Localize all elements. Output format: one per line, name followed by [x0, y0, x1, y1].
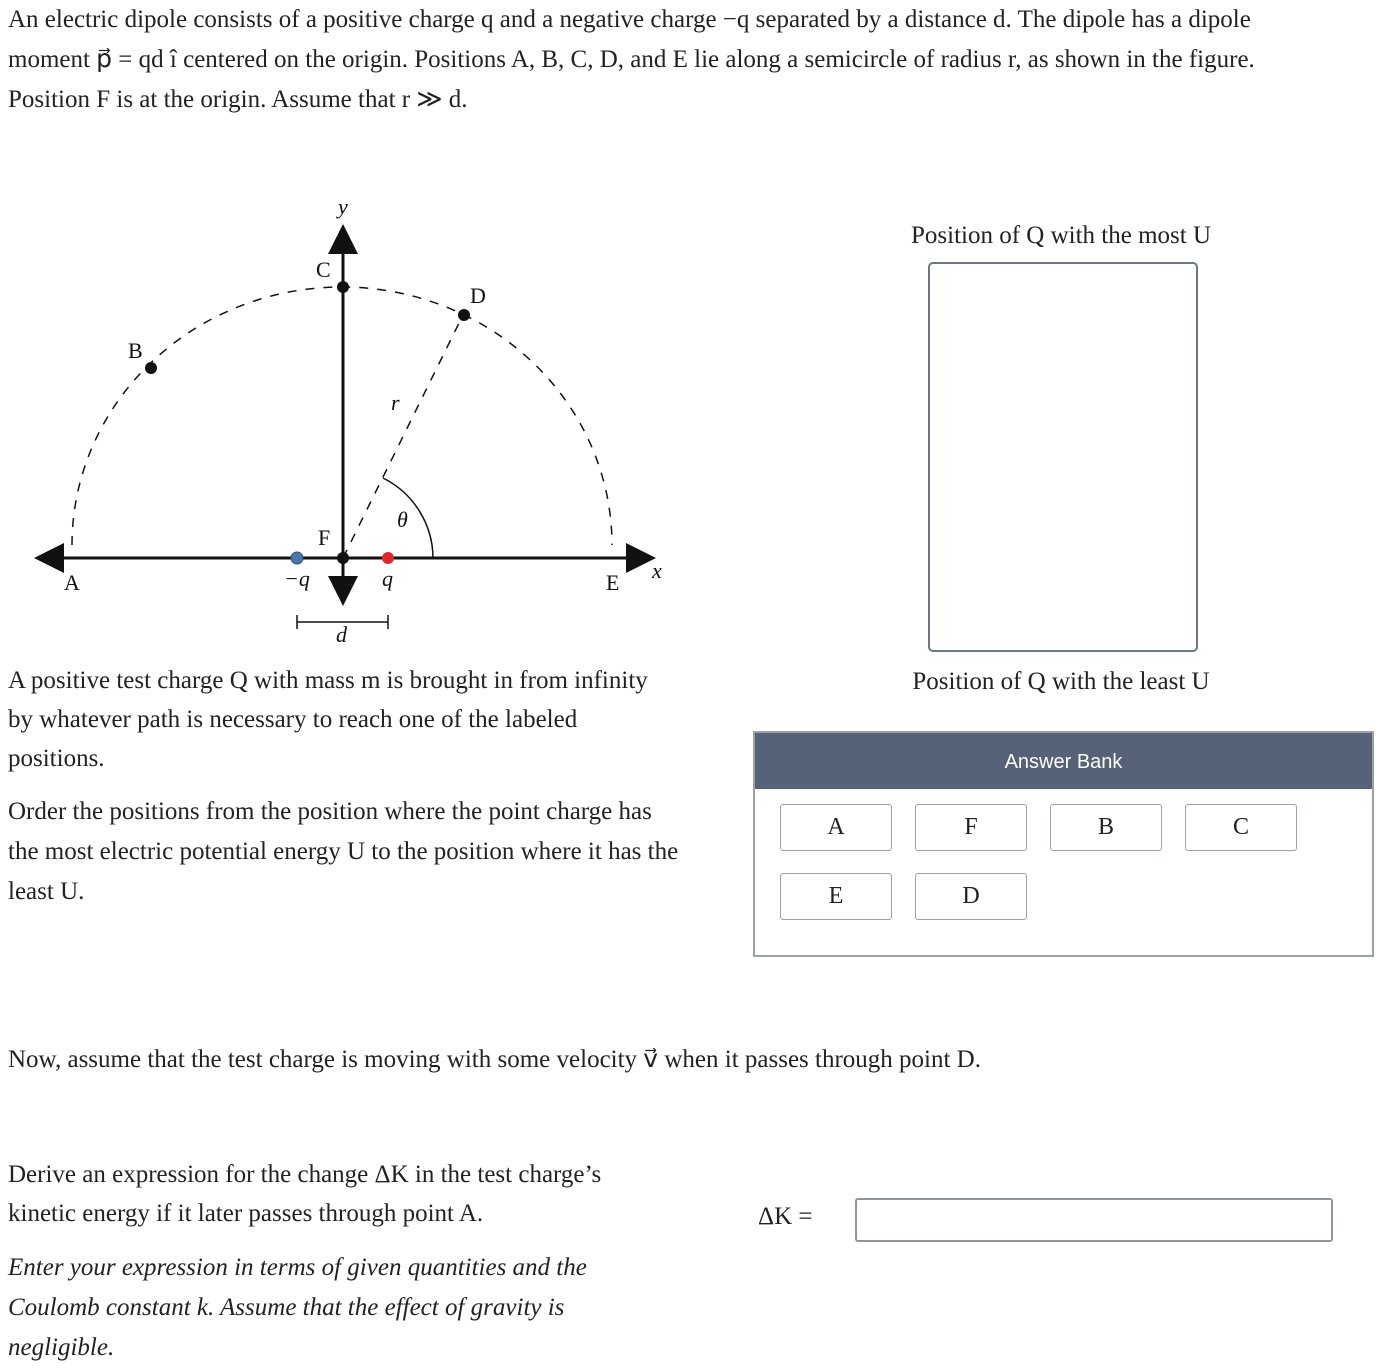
intro-line-3: Position F is at the origin. Assume that r ≫ d. [8, 86, 468, 113]
answer-chip-d[interactable]: D [915, 873, 1027, 920]
point-d-marker [458, 309, 470, 321]
point-c-marker [337, 281, 349, 293]
axis-y-label: y [338, 194, 348, 219]
answer-chip-e[interactable]: E [780, 873, 892, 920]
intro-line-1: An electric dipole consists of a positive charge q and a negative charge −q separated by a distance d. The dipole has a dipole [8, 6, 1251, 33]
point-b-label: B [128, 338, 143, 363]
derive-paragraph: Derive an expression for the change ΔK in the test charge’s kinetic energy if it later passes through point A. [8, 1161, 602, 1227]
delta-k-input[interactable] [855, 1198, 1333, 1242]
point-a-label: A [64, 570, 80, 595]
point-d-label: D [470, 283, 486, 308]
negative-charge-marker [291, 552, 303, 564]
delta-k-label: ΔK = [758, 1203, 813, 1230]
point-f-marker [337, 552, 349, 564]
point-e-label: E [606, 570, 620, 595]
answer-chip-b[interactable]: B [1050, 804, 1162, 851]
intro-line-2: moment p⃗ = qd î centered on the origin. Positions A, B, C, D, and E lie along a semicircle of radius r, as shown in the figure. [8, 46, 1255, 73]
separation-label: d [336, 622, 347, 647]
expression-hint: Enter your expression in terms of given quantities and the Coulomb constant k. Assume that the effect of gravity is negligible. [8, 1254, 587, 1361]
answer-chip-c[interactable]: C [1185, 804, 1297, 851]
neg-charge-label: −q [284, 566, 310, 591]
problem-intro [8, 0, 1378, 120]
answer-bank [753, 731, 1374, 957]
velocity-paragraph: Now, assume that the test charge is moving with some velocity v⃗ when it passes through point D. [8, 1046, 981, 1073]
point-c-label: C [316, 257, 331, 282]
dipole-figure [0, 190, 700, 660]
point-f-label: F [318, 525, 331, 550]
answer-chip-f[interactable]: F [915, 804, 1027, 851]
answer-chip-a[interactable]: A [780, 804, 892, 851]
pos-charge-label: q [382, 566, 393, 591]
ordering-instructions: Order the positions from the position where the point charge has the most electric potential energy U to the position where it has the least U. [8, 798, 679, 905]
theta-label: θ [397, 507, 408, 532]
answer-bank-title: Answer Bank [755, 733, 1372, 789]
axis-x-label: x [652, 558, 662, 583]
theta-arc [383, 478, 433, 558]
point-b-marker [145, 362, 157, 374]
ranking-drop-zone[interactable] [928, 262, 1198, 652]
most-u-label: Position of Q with the most U [910, 222, 1211, 249]
test-charge-paragraph: A positive test charge Q with mass m is brought in from infinity by whatever path is necessary to reach one of the labeled positions. [8, 667, 648, 772]
radius-label: r [391, 390, 400, 415]
least-u-label: Position of Q with the least U [912, 668, 1210, 695]
positive-charge-marker [382, 552, 394, 564]
